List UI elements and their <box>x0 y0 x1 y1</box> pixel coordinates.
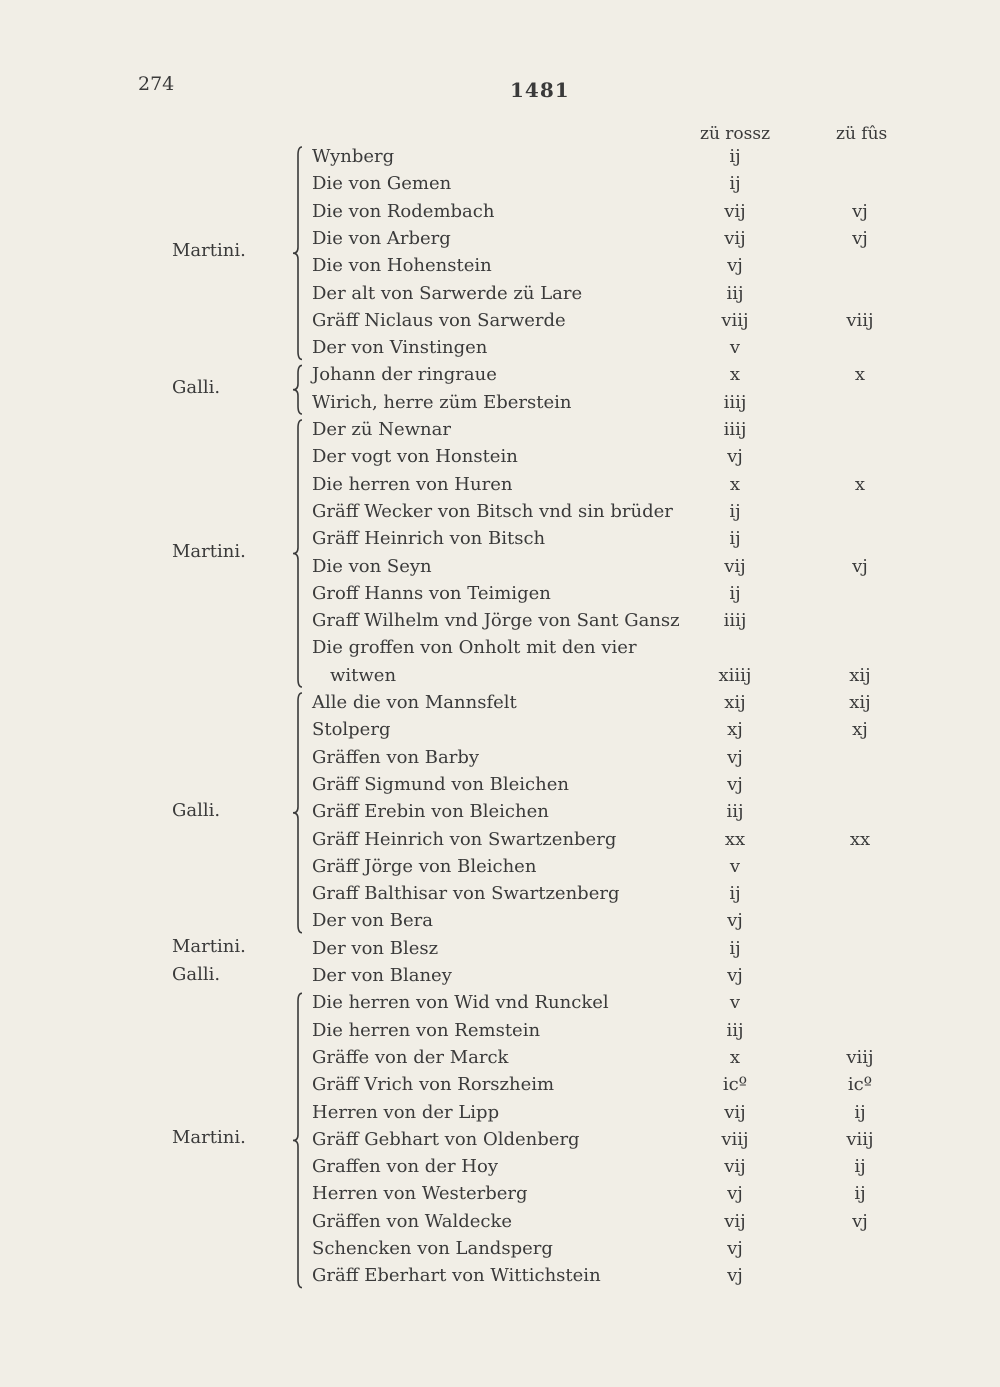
entry-name: Der von Blesz <box>312 937 439 959</box>
entry-name: Der vogt von Honstein <box>312 446 518 468</box>
entry-rossz-value: x <box>729 1046 741 1068</box>
entry-rossz-value: v <box>729 337 741 359</box>
entry-fus-value: x <box>854 473 866 495</box>
entry-rossz-value: vj <box>727 1265 743 1287</box>
entry-rossz-value: vj <box>727 446 743 468</box>
entry-name: Die von Gemen <box>312 173 452 195</box>
entry-fus-value: xij <box>849 664 871 686</box>
entry-name: Gräff Jörge von Bleichen <box>312 855 537 877</box>
entry-rossz-value: vij <box>724 200 746 222</box>
entry-fus-value: ij <box>854 1183 866 1205</box>
column-header-fus: zü fûs <box>836 124 888 144</box>
entry-rossz-value: ij <box>729 883 741 905</box>
group-brace <box>293 365 302 414</box>
entry-name: Wirich, herre züm Eberstein <box>312 391 572 413</box>
entry-fus-value: xj <box>852 719 868 741</box>
group-brace <box>293 993 302 1287</box>
entry-rossz-value: xj <box>727 719 743 741</box>
entry-name: Graffen von der Hoy <box>312 1156 498 1178</box>
group-label: Galli. <box>172 376 221 398</box>
entry-rossz-value: iij <box>726 801 744 823</box>
year-heading: 1481 <box>510 78 570 102</box>
entry-name: Gräff Gebhart von Oldenberg <box>312 1128 580 1150</box>
group-label: Galli. <box>172 963 221 985</box>
entry-rossz-value: vij <box>724 1101 746 1123</box>
entry-name: Der von Bera <box>312 910 433 932</box>
entry-fus-value: ij <box>854 1156 866 1178</box>
entry-rossz-value: ij <box>729 500 741 522</box>
entry-rossz-value: xij <box>724 692 746 713</box>
entry-fus-value: xij <box>849 692 871 713</box>
entry-name: Gräff Sigmund von Bleichen <box>312 773 569 795</box>
group-brace <box>293 693 302 933</box>
entry-rossz-value: ij <box>729 582 741 604</box>
entry-rossz-value: vj <box>727 1183 743 1205</box>
entry-rossz-value: vj <box>727 773 743 795</box>
entry-name: Herren von Westerberg <box>312 1183 528 1205</box>
entry-fus-value: icº <box>847 1074 873 1096</box>
entry-name: Die von Arberg <box>312 227 451 249</box>
entry-rossz-value: iiij <box>723 610 747 632</box>
group-label: Martini. <box>172 240 246 262</box>
entry-name: Die herren von Wid vnd Runckel <box>312 992 609 1014</box>
entry-rossz-value: xx <box>724 828 746 850</box>
entry-rossz-value: ij <box>729 173 741 195</box>
entry-rossz-value: viij <box>721 309 749 331</box>
entry-rossz-value: vij <box>724 227 746 249</box>
entry-fus-value: vj <box>852 555 868 577</box>
entry-name: Johann der ringraue <box>312 364 497 386</box>
entry-name: Gräffen von Waldecke <box>312 1210 513 1232</box>
entry-fus-value: ij <box>854 1101 866 1123</box>
entry-name: Der zü Newnar <box>312 419 451 440</box>
entry-name: Graff Balthisar von Swartzenberg <box>312 883 620 905</box>
entry-rossz-value: vj <box>727 255 743 277</box>
entry-name: Die von Hohenstein <box>312 255 492 277</box>
entry-name: Die von Rodembach <box>312 200 495 222</box>
entry-rossz-value: vij <box>724 1210 746 1232</box>
entry-rossz-value: ij <box>729 528 741 550</box>
entry-name: Stolperg <box>312 719 391 741</box>
entry-rossz-value: v <box>729 992 741 1014</box>
entry-fus-value: vj <box>852 1210 868 1232</box>
page-number: 274 <box>138 73 175 95</box>
entry-rossz-value: vj <box>727 746 743 768</box>
entry-name: witwen <box>330 664 397 686</box>
entry-name: Der alt von Sarwerde zü Lare <box>312 282 583 304</box>
group-label: Martini. <box>172 936 246 958</box>
entry-name: Gräffe von der Marck <box>312 1046 509 1068</box>
entry-fus-value: x <box>854 364 866 386</box>
entry-name: Gräff Vrich von Rorszheim <box>312 1074 555 1096</box>
entry-rossz-value: vij <box>724 1156 746 1178</box>
entry-name: Groff Hanns von Teimigen <box>312 582 551 604</box>
entry-rossz-value: xiiij <box>718 664 752 686</box>
column-header-rossz: zü rossz <box>700 124 771 144</box>
entry-rossz-value: icº <box>722 1074 748 1096</box>
entry-rossz-value: vj <box>727 965 743 986</box>
entry-rossz-value: vj <box>727 1238 743 1259</box>
entry-name: Alle die von Mannsfelt <box>312 692 517 713</box>
entry-fus-value: xx <box>849 828 871 850</box>
entry-name: Der von Blaney <box>312 965 452 986</box>
entry-rossz-value: iiij <box>723 419 747 440</box>
entry-name: Wynberg <box>312 146 395 167</box>
entry-name: Die herren von Remstein <box>312 1019 541 1041</box>
entry-name: Die herren von Huren <box>312 473 513 495</box>
entry-name: Gräff Wecker von Bitsch vnd sin brüder <box>312 500 673 522</box>
entry-rossz-value: v <box>729 855 741 877</box>
group-label: Galli. <box>172 799 221 821</box>
entry-rossz-value: x <box>729 473 741 495</box>
entry-name: Gräff Niclaus von Sarwerde <box>312 309 566 331</box>
entry-rossz-value: vj <box>727 910 743 932</box>
entry-name: Gräff Eberhart von Wittichstein <box>312 1265 601 1287</box>
entry-rossz-value: ij <box>729 146 741 167</box>
entry-fus-value: viij <box>846 1046 874 1068</box>
entry-rossz-value: vij <box>724 555 746 577</box>
entry-fus-value: viij <box>846 309 874 331</box>
entry-fus-value: vj <box>852 227 868 249</box>
entry-name: Herren von der Lipp <box>312 1101 500 1123</box>
entry-name: Der von Vinstingen <box>312 337 488 359</box>
entry-fus-value: vj <box>852 200 868 222</box>
entry-rossz-value: viij <box>721 1128 749 1150</box>
entry-name: Graff Wilhelm vnd Jörge von Sant Gansz <box>312 610 680 632</box>
entry-rossz-value: iiij <box>723 391 747 413</box>
entry-name: Schencken von Landsperg <box>312 1238 553 1259</box>
group-label: Martini. <box>172 540 246 562</box>
entry-name: Gräff Erebin von Bleichen <box>312 801 549 823</box>
entry-rossz-value: iij <box>726 1019 744 1041</box>
group-label: Martini. <box>172 1127 246 1149</box>
entry-fus-value: viij <box>846 1128 874 1150</box>
entry-name: Die von Seyn <box>312 555 432 577</box>
entry-name: Gräff Heinrich von Bitsch <box>312 528 546 550</box>
entry-name: Die groffen von Onholt mit den vier <box>312 637 637 659</box>
entry-rossz-value: ij <box>729 937 741 959</box>
group-brace <box>293 420 302 687</box>
entry-name: Gräffen von Barby <box>312 746 480 768</box>
entry-rossz-value: iij <box>726 282 744 304</box>
entry-rossz-value: x <box>729 364 741 386</box>
entry-name: Gräff Heinrich von Swartzenberg <box>312 828 617 850</box>
group-brace <box>293 147 302 359</box>
